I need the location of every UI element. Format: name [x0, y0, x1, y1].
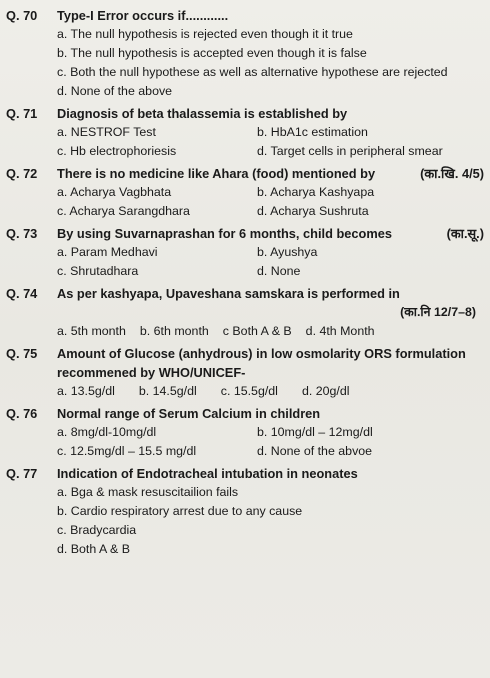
- option-b: b. Acharya Kashyapa: [257, 185, 375, 199]
- option-a: a. Param Medhavi: [57, 245, 158, 259]
- question-71: [6, 104, 484, 161]
- question-text: Normal range of Serum Calcium in children: [57, 406, 321, 421]
- option-c: c. Shrutadhara: [57, 264, 139, 278]
- option-b: b. Ayushya: [257, 245, 318, 259]
- option-c: c. 12.5mg/dl – 15.5 mg/dl: [57, 444, 197, 458]
- question-text: Type-I Error occurs if............: [57, 8, 229, 23]
- option-c: c Both A & B: [222, 324, 292, 338]
- question-72: [6, 164, 484, 221]
- option-b: b. 14.5g/dl: [138, 384, 197, 398]
- option-d: d. 4th Month: [305, 324, 375, 338]
- question-text: Diagnosis of beta thalassemia is established by: [57, 106, 348, 121]
- option-b: b. The null hypothesis is accepted even though it is false: [57, 46, 367, 60]
- question-number: Q. 75: [6, 346, 38, 361]
- option-c: c. Acharya Sarangdhara: [57, 204, 190, 218]
- option-b: b. HbA1c estimation: [257, 125, 368, 139]
- question-76: [6, 404, 484, 461]
- question-text: There is no medicine like Ahara (food) mentioned by: [57, 166, 376, 181]
- option-c: c. 15.5g/dl: [220, 384, 278, 398]
- option-a: a. 5th month: [57, 324, 126, 338]
- question-number: Q. 74: [6, 286, 38, 301]
- question-70: [6, 6, 484, 101]
- option-b: b. 6th month: [139, 324, 209, 338]
- option-d: d. 20g/dl: [301, 384, 350, 398]
- question-text: Amount of Glucose (anhydrous) in low osmolarity ORS formulation recommened by WHO/UNICEF-: [57, 346, 466, 380]
- question-number: Q. 72: [6, 166, 38, 181]
- question-77: [6, 464, 484, 559]
- reference-citation: (का.सू.): [446, 226, 484, 241]
- option-a: a. The null hypothesis is rejected even though it it true: [57, 27, 353, 41]
- option-c: c. Bradycardia: [57, 523, 137, 537]
- question-73: [6, 224, 484, 281]
- option-a: a. 8mg/dl-10mg/dl: [57, 425, 157, 439]
- option-d: d. None: [257, 264, 301, 278]
- question-text: By using Suvarnaprashan for 6 months, child becomes: [57, 226, 392, 241]
- option-a: a. NESTROF Test: [57, 125, 156, 139]
- question-text: Indication of Endotracheal intubation in neonates: [57, 466, 358, 481]
- option-d: d. Target cells in peripheral smear: [257, 144, 443, 158]
- option-a: a. Bga & mask resuscitailion fails: [57, 485, 239, 499]
- reference-citation: (का.खि. 4/5): [420, 166, 484, 181]
- question-number: Q. 73: [6, 226, 38, 241]
- reference-citation: (का.नि 12/7–8): [400, 305, 476, 319]
- option-d: d. Acharya Sushruta: [257, 204, 369, 218]
- option-a: a. Acharya Vagbhata: [57, 185, 172, 199]
- question-number: Q. 71: [6, 106, 38, 121]
- option-c: c. Hb electrophoriesis: [57, 144, 177, 158]
- option-b: b. Cardio respiratory arrest due to any cause: [57, 504, 303, 518]
- option-b: b. 10mg/dl – 12mg/dl: [257, 425, 373, 439]
- question-number: Q. 77: [6, 466, 38, 481]
- question-74: [6, 284, 484, 341]
- question-75: [6, 344, 484, 401]
- option-d: d. Both A & B: [57, 542, 131, 556]
- option-c: c. Both the null hypothese as well as alternative hypothese are rejected: [57, 65, 448, 79]
- question-text: As per kashyapa, Upaveshana samskara is performed in: [57, 286, 400, 301]
- option-a: a. 13.5g/dl: [57, 384, 115, 398]
- question-number: Q. 70: [6, 8, 38, 23]
- option-d: d. None of the abvoe: [257, 444, 373, 458]
- option-d: d. None of the above: [57, 84, 173, 98]
- question-number: Q. 76: [6, 406, 38, 421]
